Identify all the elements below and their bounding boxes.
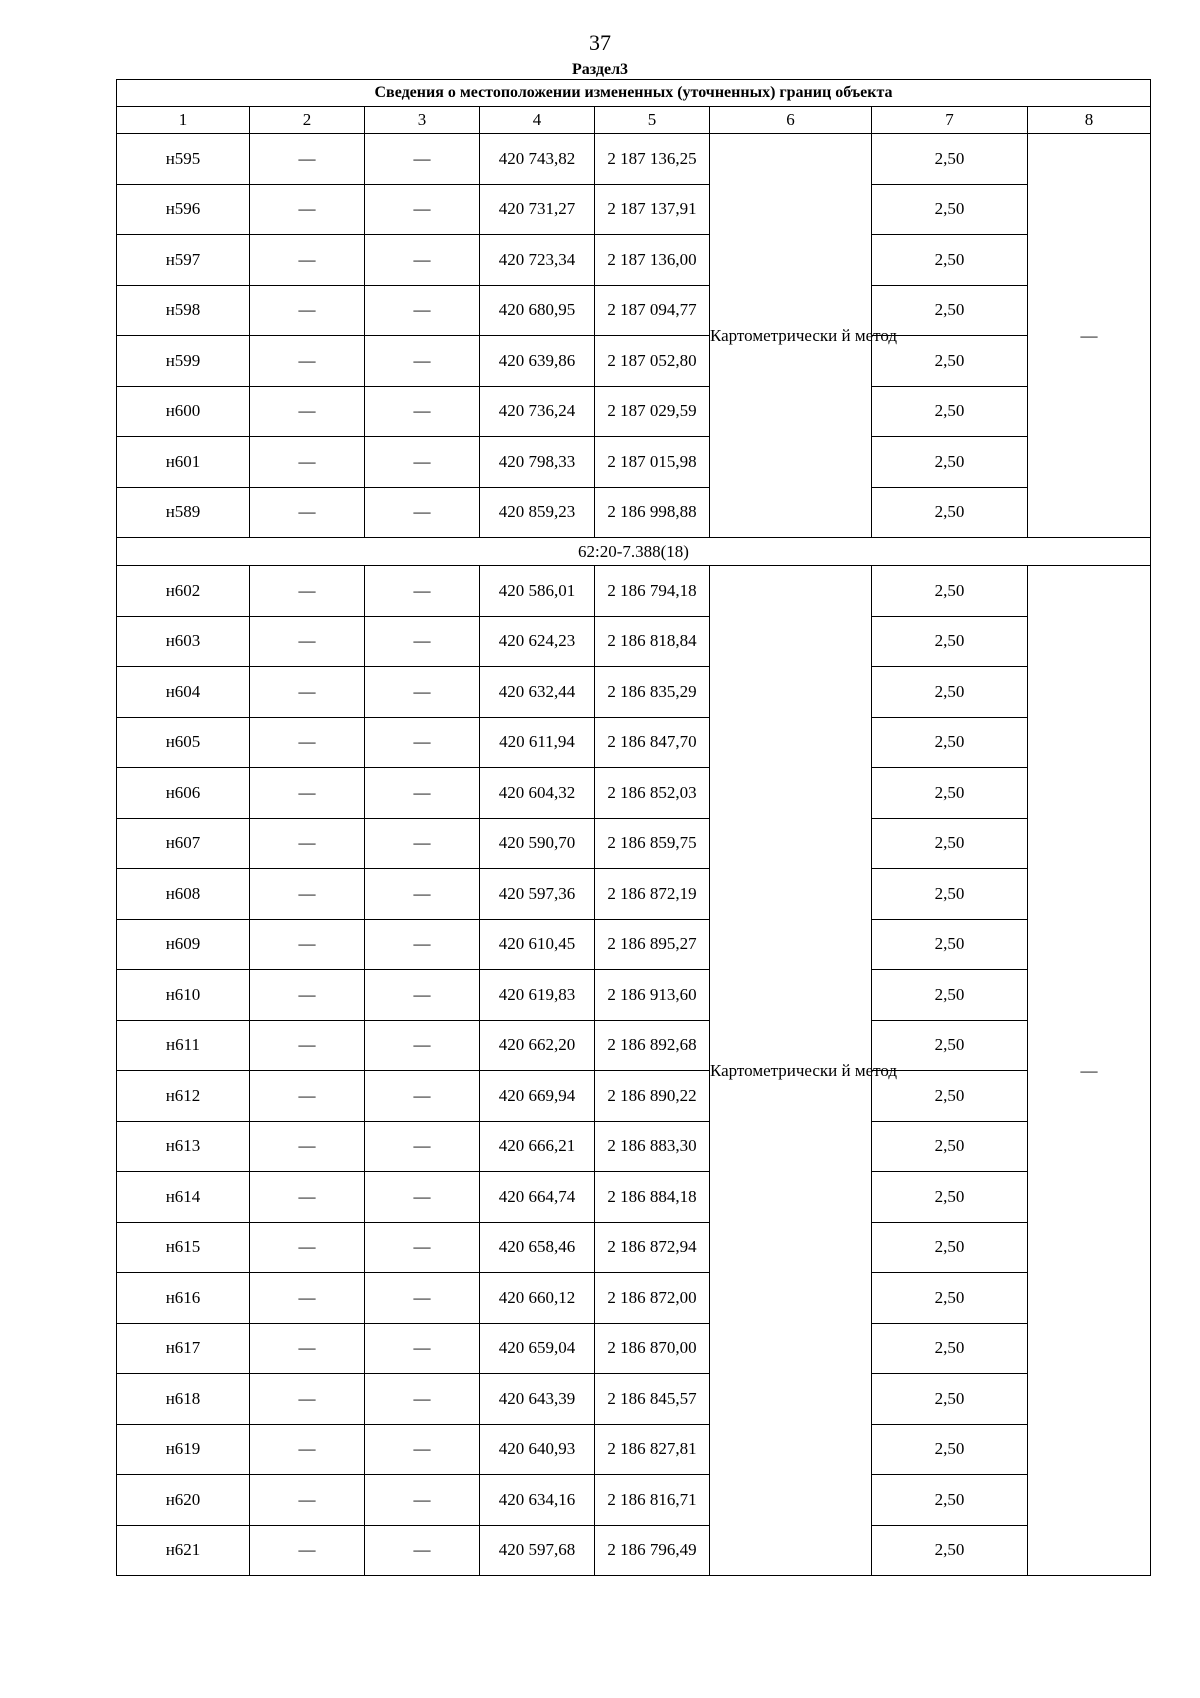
- table-row: [117, 437, 1151, 488]
- column-2-cell: —: [250, 1071, 365, 1122]
- column-header: 5: [595, 107, 710, 134]
- column-2-cell: —: [250, 919, 365, 970]
- accuracy-cell: 2,50: [872, 1020, 1028, 1071]
- y-coordinate-cell: 2 187 015,98: [595, 437, 710, 488]
- column-header: 6: [710, 107, 872, 134]
- accuracy-cell: 2,50: [872, 566, 1028, 617]
- y-coordinate-cell: 2 186 895,27: [595, 919, 710, 970]
- column-3-cell: —: [365, 1525, 480, 1576]
- accuracy-cell: 2,50: [872, 1525, 1028, 1576]
- column-header: 7: [872, 107, 1028, 134]
- y-coordinate-cell: 2 186 884,18: [595, 1172, 710, 1223]
- column-2-cell: —: [250, 1374, 365, 1425]
- point-id-cell: н607: [117, 818, 250, 869]
- column-3-cell: —: [365, 1273, 480, 1324]
- y-coordinate-cell: 2 186 845,57: [595, 1374, 710, 1425]
- y-coordinate-cell: 2 186 890,22: [595, 1071, 710, 1122]
- column-3-cell: —: [365, 1071, 480, 1122]
- table-row: [117, 566, 1151, 617]
- point-id-cell: н619: [117, 1424, 250, 1475]
- x-coordinate-cell: 420 662,20: [480, 1020, 595, 1071]
- note-cell: —: [1028, 134, 1151, 538]
- y-coordinate-cell: 2 186 835,29: [595, 667, 710, 718]
- accuracy-cell: 2,50: [872, 818, 1028, 869]
- method-cell: Картометрически й метод: [710, 566, 872, 1576]
- x-coordinate-cell: 420 611,94: [480, 717, 595, 768]
- point-id-cell: н610: [117, 970, 250, 1021]
- column-3-cell: —: [365, 970, 480, 1021]
- column-2-cell: —: [250, 1020, 365, 1071]
- x-coordinate-cell: 420 610,45: [480, 919, 595, 970]
- x-coordinate-cell: 420 743,82: [480, 134, 595, 185]
- y-coordinate-cell: 2 186 913,60: [595, 970, 710, 1021]
- column-2-cell: —: [250, 869, 365, 920]
- column-header: 1: [117, 107, 250, 134]
- y-coordinate-cell: 2 186 827,81: [595, 1424, 710, 1475]
- table-row: [117, 869, 1151, 920]
- column-2-cell: —: [250, 616, 365, 667]
- y-coordinate-cell: 2 186 892,68: [595, 1020, 710, 1071]
- accuracy-cell: 2,50: [872, 869, 1028, 920]
- x-coordinate-cell: 420 669,94: [480, 1071, 595, 1122]
- point-id-cell: н611: [117, 1020, 250, 1071]
- column-3-cell: —: [365, 616, 480, 667]
- point-id-cell: н615: [117, 1222, 250, 1273]
- y-coordinate-cell: 2 186 870,00: [595, 1323, 710, 1374]
- x-coordinate-cell: 420 680,95: [480, 285, 595, 336]
- accuracy-cell: 2,50: [872, 667, 1028, 718]
- column-header: 3: [365, 107, 480, 134]
- column-3-cell: —: [365, 1020, 480, 1071]
- accuracy-cell: 2,50: [872, 970, 1028, 1021]
- x-coordinate-cell: 420 632,44: [480, 667, 595, 718]
- point-id-cell: н614: [117, 1172, 250, 1223]
- column-3-cell: —: [365, 1121, 480, 1172]
- accuracy-cell: 2,50: [872, 1222, 1028, 1273]
- point-id-cell: н596: [117, 184, 250, 235]
- y-coordinate-cell: 2 187 094,77: [595, 285, 710, 336]
- x-coordinate-cell: 420 664,74: [480, 1172, 595, 1223]
- y-coordinate-cell: 2 186 998,88: [595, 487, 710, 538]
- y-coordinate-cell: 2 186 859,75: [595, 818, 710, 869]
- y-coordinate-cell: 2 187 136,25: [595, 134, 710, 185]
- column-2-cell: —: [250, 1121, 365, 1172]
- column-3-cell: —: [365, 919, 480, 970]
- column-2-cell: —: [250, 717, 365, 768]
- point-id-cell: н600: [117, 386, 250, 437]
- y-coordinate-cell: 2 186 794,18: [595, 566, 710, 617]
- point-id-cell: н604: [117, 667, 250, 718]
- table-row: [117, 1121, 1151, 1172]
- y-coordinate-cell: 2 187 137,91: [595, 184, 710, 235]
- table-row: [117, 1172, 1151, 1223]
- table-row: [117, 1273, 1151, 1324]
- accuracy-cell: 2,50: [872, 184, 1028, 235]
- table-row: [117, 1374, 1151, 1425]
- table-row: [117, 1222, 1151, 1273]
- table-row: [117, 717, 1151, 768]
- column-2-cell: —: [250, 386, 365, 437]
- y-coordinate-cell: 2 187 136,00: [595, 235, 710, 286]
- column-2-cell: —: [250, 285, 365, 336]
- boundary-coordinates-table: [116, 79, 1151, 1576]
- column-3-cell: —: [365, 768, 480, 819]
- column-2-cell: —: [250, 487, 365, 538]
- column-2-cell: —: [250, 235, 365, 286]
- table-row: [117, 1424, 1151, 1475]
- column-header: 2: [250, 107, 365, 134]
- method-cell: Картометрически й метод: [710, 134, 872, 538]
- accuracy-cell: 2,50: [872, 134, 1028, 185]
- column-2-cell: —: [250, 1273, 365, 1324]
- point-id-cell: н602: [117, 566, 250, 617]
- column-2-cell: —: [250, 1475, 365, 1526]
- column-2-cell: —: [250, 1424, 365, 1475]
- point-id-cell: н608: [117, 869, 250, 920]
- accuracy-cell: 2,50: [872, 1121, 1028, 1172]
- table-row: [117, 235, 1151, 286]
- x-coordinate-cell: 420 736,24: [480, 386, 595, 437]
- parcel-label-row: [117, 538, 1151, 566]
- table-row: [117, 336, 1151, 387]
- y-coordinate-cell: 2 186 872,94: [595, 1222, 710, 1273]
- y-coordinate-cell: 2 187 029,59: [595, 386, 710, 437]
- x-coordinate-cell: 420 597,36: [480, 869, 595, 920]
- table-row: [117, 616, 1151, 667]
- x-coordinate-cell: 420 586,01: [480, 566, 595, 617]
- section-title: Раздел3: [571, 61, 629, 78]
- note-cell: —: [1028, 566, 1151, 1576]
- x-coordinate-cell: 420 659,04: [480, 1323, 595, 1374]
- x-coordinate-cell: 420 619,83: [480, 970, 595, 1021]
- parcel-label: 62:20-7.388(18): [117, 538, 1151, 566]
- accuracy-cell: 2,50: [872, 285, 1028, 336]
- table-row: [117, 1071, 1151, 1122]
- column-2-cell: —: [250, 1222, 365, 1273]
- y-coordinate-cell: 2 186 872,19: [595, 869, 710, 920]
- table-caption: Сведения о местоположении измененных (уточненных) границ объекта: [117, 80, 1151, 107]
- column-2-cell: —: [250, 566, 365, 617]
- point-id-cell: н597: [117, 235, 250, 286]
- column-2-cell: —: [250, 970, 365, 1021]
- x-coordinate-cell: 420 643,39: [480, 1374, 595, 1425]
- point-id-cell: н601: [117, 437, 250, 488]
- accuracy-cell: 2,50: [872, 1323, 1028, 1374]
- column-3-cell: —: [365, 336, 480, 387]
- table-row: [117, 1323, 1151, 1374]
- accuracy-cell: 2,50: [872, 1071, 1028, 1122]
- column-3-cell: —: [365, 487, 480, 538]
- point-id-cell: н620: [117, 1475, 250, 1526]
- table-row: [117, 1475, 1151, 1526]
- table-row: [117, 667, 1151, 718]
- column-3-cell: —: [365, 437, 480, 488]
- accuracy-cell: 2,50: [872, 437, 1028, 488]
- point-id-cell: н618: [117, 1374, 250, 1425]
- table-row: [117, 386, 1151, 437]
- table-row: [117, 919, 1151, 970]
- table-row: [117, 184, 1151, 235]
- column-3-cell: —: [365, 134, 480, 185]
- y-coordinate-cell: 2 186 818,84: [595, 616, 710, 667]
- y-coordinate-cell: 2 186 816,71: [595, 1475, 710, 1526]
- column-3-cell: —: [365, 1172, 480, 1223]
- column-2-cell: —: [250, 1323, 365, 1374]
- column-3-cell: —: [365, 1475, 480, 1526]
- point-id-cell: н595: [117, 134, 250, 185]
- x-coordinate-cell: 420 634,16: [480, 1475, 595, 1526]
- column-2-cell: —: [250, 184, 365, 235]
- column-3-cell: —: [365, 1374, 480, 1425]
- point-id-cell: н609: [117, 919, 250, 970]
- accuracy-cell: 2,50: [872, 235, 1028, 286]
- x-coordinate-cell: 420 639,86: [480, 336, 595, 387]
- x-coordinate-cell: 420 859,23: [480, 487, 595, 538]
- x-coordinate-cell: 420 723,34: [480, 235, 595, 286]
- column-3-cell: —: [365, 184, 480, 235]
- table-row: [117, 818, 1151, 869]
- x-coordinate-cell: 420 731,27: [480, 184, 595, 235]
- column-header: 4: [480, 107, 595, 134]
- column-2-cell: —: [250, 768, 365, 819]
- column-3-cell: —: [365, 566, 480, 617]
- y-coordinate-cell: 2 186 852,03: [595, 768, 710, 819]
- page-number: 37: [589, 30, 611, 55]
- point-id-cell: н599: [117, 336, 250, 387]
- table-row: [117, 1020, 1151, 1071]
- point-id-cell: н605: [117, 717, 250, 768]
- point-id-cell: н606: [117, 768, 250, 819]
- accuracy-cell: 2,50: [872, 1273, 1028, 1324]
- x-coordinate-cell: 420 658,46: [480, 1222, 595, 1273]
- x-coordinate-cell: 420 624,23: [480, 616, 595, 667]
- table-row: [117, 768, 1151, 819]
- table-row: [117, 285, 1151, 336]
- x-coordinate-cell: 420 666,21: [480, 1121, 595, 1172]
- column-2-cell: —: [250, 437, 365, 488]
- column-2-cell: —: [250, 818, 365, 869]
- y-coordinate-cell: 2 186 847,70: [595, 717, 710, 768]
- column-3-cell: —: [365, 717, 480, 768]
- column-3-cell: —: [365, 235, 480, 286]
- table-row: [117, 1525, 1151, 1576]
- x-coordinate-cell: 420 640,93: [480, 1424, 595, 1475]
- y-coordinate-cell: 2 186 883,30: [595, 1121, 710, 1172]
- column-3-cell: —: [365, 1222, 480, 1273]
- x-coordinate-cell: 420 604,32: [480, 768, 595, 819]
- column-3-cell: —: [365, 869, 480, 920]
- point-id-cell: н612: [117, 1071, 250, 1122]
- column-3-cell: —: [365, 1424, 480, 1475]
- accuracy-cell: 2,50: [872, 487, 1028, 538]
- accuracy-cell: 2,50: [872, 386, 1028, 437]
- column-2-cell: —: [250, 667, 365, 718]
- column-number-row: [117, 107, 1151, 134]
- accuracy-cell: 2,50: [872, 919, 1028, 970]
- point-id-cell: н613: [117, 1121, 250, 1172]
- accuracy-cell: 2,50: [872, 717, 1028, 768]
- x-coordinate-cell: 420 590,70: [480, 818, 595, 869]
- column-header: 8: [1028, 107, 1151, 134]
- column-2-cell: —: [250, 1172, 365, 1223]
- point-id-cell: н603: [117, 616, 250, 667]
- column-2-cell: —: [250, 336, 365, 387]
- point-id-cell: н617: [117, 1323, 250, 1374]
- accuracy-cell: 2,50: [872, 1475, 1028, 1526]
- x-coordinate-cell: 420 798,33: [480, 437, 595, 488]
- y-coordinate-cell: 2 187 052,80: [595, 336, 710, 387]
- column-3-cell: —: [365, 1323, 480, 1374]
- point-id-cell: н616: [117, 1273, 250, 1324]
- table-row: [117, 970, 1151, 1021]
- table-row: [117, 487, 1151, 538]
- accuracy-cell: 2,50: [872, 616, 1028, 667]
- table-row: [117, 134, 1151, 185]
- column-3-cell: —: [365, 386, 480, 437]
- accuracy-cell: 2,50: [872, 336, 1028, 387]
- x-coordinate-cell: 420 660,12: [480, 1273, 595, 1324]
- accuracy-cell: 2,50: [872, 1424, 1028, 1475]
- accuracy-cell: 2,50: [872, 768, 1028, 819]
- column-3-cell: —: [365, 667, 480, 718]
- y-coordinate-cell: 2 186 796,49: [595, 1525, 710, 1576]
- point-id-cell: н621: [117, 1525, 250, 1576]
- y-coordinate-cell: 2 186 872,00: [595, 1273, 710, 1324]
- column-3-cell: —: [365, 818, 480, 869]
- accuracy-cell: 2,50: [872, 1172, 1028, 1223]
- column-2-cell: —: [250, 134, 365, 185]
- x-coordinate-cell: 420 597,68: [480, 1525, 595, 1576]
- point-id-cell: н589: [117, 487, 250, 538]
- column-2-cell: —: [250, 1525, 365, 1576]
- column-3-cell: —: [365, 285, 480, 336]
- table-body: [117, 134, 1151, 1576]
- point-id-cell: н598: [117, 285, 250, 336]
- accuracy-cell: 2,50: [872, 1374, 1028, 1425]
